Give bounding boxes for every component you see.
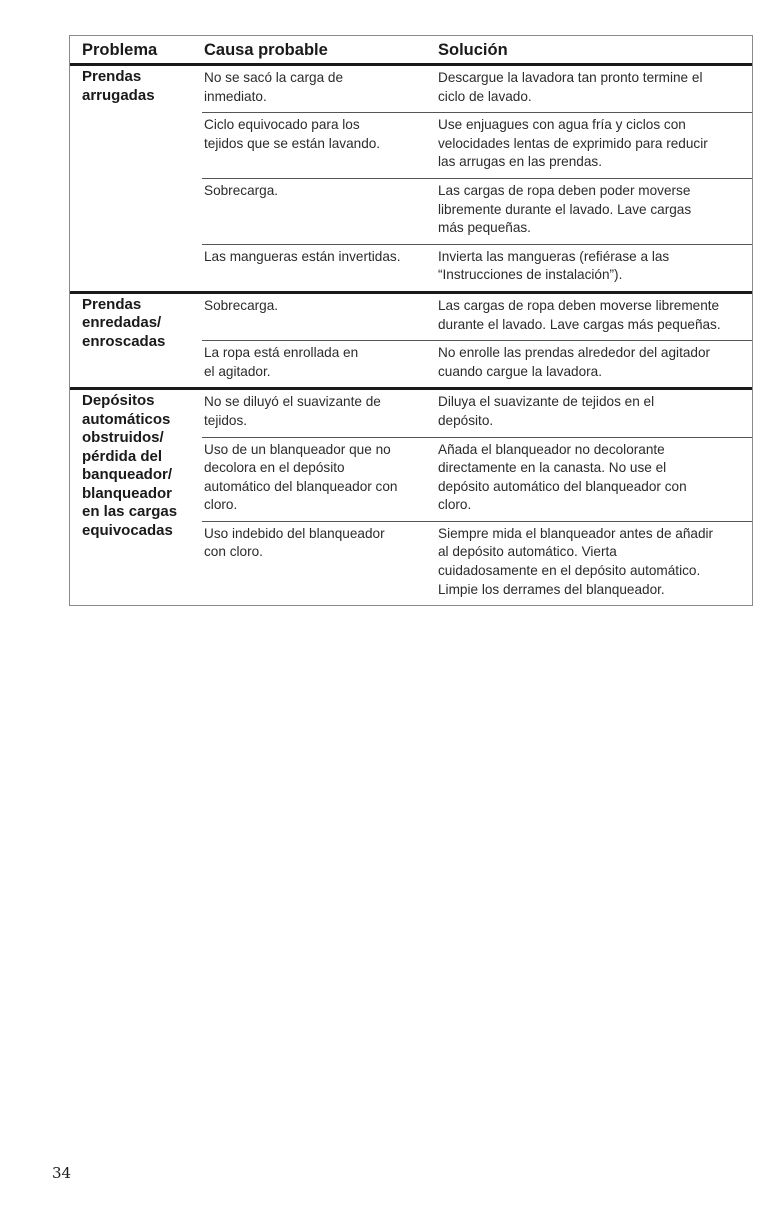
- problem-line: Depósitos: [82, 392, 155, 410]
- problem-cell: [70, 294, 202, 387]
- solution-line: velocidades lentas de exprimido para reducir: [438, 135, 708, 151]
- cause-line: con cloro.: [204, 544, 263, 560]
- solution-line: al depósito automático. Vierta: [438, 544, 617, 560]
- header-cause: Causa probable: [204, 41, 328, 59]
- solution-line: Las cargas de ropa deben moverse libremente: [438, 297, 720, 313]
- problem-line: equivocadas: [82, 521, 173, 539]
- header-problem: Problema: [82, 41, 158, 59]
- solution-line: ciclo de lavado.: [438, 88, 532, 104]
- problem-line: enredadas/: [82, 314, 162, 332]
- table-row: [202, 66, 752, 113]
- problem-line: arrugadas: [82, 86, 155, 104]
- table-row: [202, 113, 752, 179]
- cause-solution-rows: [202, 66, 752, 291]
- cause-line: inmediato.: [204, 88, 267, 104]
- problem-line: blanqueador: [82, 484, 173, 502]
- table-row: [202, 341, 752, 387]
- cause-line: tejidos que se están lavando.: [204, 135, 381, 151]
- cause-line: Sobrecarga.: [204, 297, 279, 313]
- cause-cell: [202, 294, 438, 340]
- cause-cell: [202, 179, 438, 244]
- cause-line: Uso de un blanqueador que no: [204, 441, 391, 457]
- cause-solution-rows: [202, 294, 752, 387]
- solution-cell: [438, 66, 752, 112]
- cause-line: automático del blanqueador con: [204, 478, 398, 494]
- table-row: [202, 390, 752, 437]
- cause-line: No se diluyó el suavizante de: [204, 394, 381, 410]
- problem-line: obstruidos/: [82, 429, 164, 447]
- solution-line: cuidadosamente en el depósito automático.: [438, 563, 701, 579]
- table-row: [202, 438, 752, 522]
- cause-line: decolora en el depósito: [204, 460, 345, 476]
- table-row: [202, 245, 752, 291]
- cause-line: No se sacó la carga de: [204, 70, 344, 85]
- table-row: [202, 179, 752, 245]
- solution-line: depósito automático del blanqueador con: [438, 478, 687, 494]
- cause-line: Uso indebido del blanqueador: [204, 525, 385, 541]
- table-row: [202, 522, 752, 605]
- solution-cell: [438, 390, 752, 436]
- solution-line: directamente en la canasta. No use el: [438, 460, 667, 476]
- problem-line: pérdida del: [82, 447, 163, 465]
- solution-line: “Instrucciones de instalación”).: [438, 267, 623, 283]
- problem-line: automáticos: [82, 410, 171, 428]
- cause-solution-rows: [202, 390, 752, 605]
- problem-line: en las cargas: [82, 503, 178, 521]
- table-header: [70, 36, 752, 66]
- cause-line: tejidos.: [204, 412, 248, 428]
- solution-line: más pequeñas.: [438, 220, 531, 236]
- cause-cell: [202, 245, 438, 291]
- solution-line: Diluya el suavizante de tejidos en el: [438, 394, 655, 410]
- table-body: [70, 66, 752, 605]
- cause-cell: [202, 438, 438, 521]
- problem-line: banqueador/: [82, 466, 173, 484]
- solution-line: Las cargas de ropa deben poder moverse: [438, 182, 691, 198]
- cause-cell: [202, 66, 438, 112]
- solution-cell: [438, 294, 752, 340]
- solution-cell: [438, 438, 752, 521]
- cause-line: Ciclo equivocado para los: [204, 117, 360, 133]
- solution-line: Añada el blanqueador no decolorante: [438, 441, 665, 457]
- table-row: [202, 294, 752, 341]
- solution-line: cuando cargue la lavadora.: [438, 363, 602, 379]
- solution-line: Use enjuagues con agua fría y ciclos con: [438, 117, 686, 133]
- cause-cell: [202, 522, 438, 605]
- solution-cell: [438, 113, 752, 178]
- solution-cell: [438, 245, 752, 291]
- problem-cell: [70, 66, 202, 291]
- problem-group: [70, 294, 752, 390]
- cause-cell: [202, 341, 438, 387]
- cause-cell: [202, 113, 438, 178]
- solution-line: libremente durante el lavado. Lave cargas: [438, 201, 692, 217]
- solution-line: depósito.: [438, 412, 494, 428]
- cause-line: Las mangueras están invertidas.: [204, 248, 401, 264]
- solution-line: durante el lavado. Lave cargas más pequeñas.: [438, 316, 721, 332]
- problem-cell: [70, 390, 202, 605]
- solution-line: Limpie los derrames del blanqueador.: [438, 581, 665, 597]
- cause-line: Sobrecarga.: [204, 182, 279, 198]
- troubleshooting-table: [69, 35, 753, 606]
- problem-line: enroscadas: [82, 332, 166, 350]
- cause-cell: [202, 390, 438, 436]
- solution-line: Descargue la lavadora tan pronto termine el: [438, 70, 703, 85]
- problem-line: Prendas: [82, 68, 142, 85]
- solution-cell: [438, 341, 752, 387]
- cause-line: cloro.: [204, 497, 238, 513]
- solution-line: las arrugas en las prendas.: [438, 154, 602, 170]
- solution-line: Siempre mida el blanqueador antes de añadir: [438, 525, 714, 541]
- problem-group: [70, 390, 752, 605]
- solution-line: Invierta las mangueras (refiérase a las: [438, 248, 670, 264]
- solution-line: cloro.: [438, 497, 472, 513]
- cause-line: el agitador.: [204, 363, 271, 379]
- header-solution: Solución: [438, 41, 508, 59]
- solution-line: No enrolle las prendas alrededor del agitador: [438, 345, 711, 361]
- problem-line: Prendas: [82, 295, 142, 313]
- solution-cell: [438, 522, 752, 605]
- problem-group: [70, 66, 752, 294]
- cause-line: La ropa está enrollada en: [204, 345, 359, 361]
- page-number: 34: [52, 1164, 72, 1182]
- solution-cell: [438, 179, 752, 244]
